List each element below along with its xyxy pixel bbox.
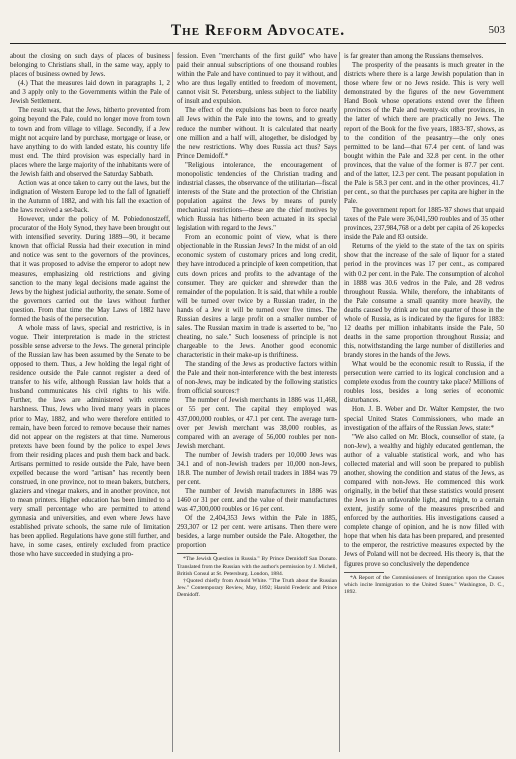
paragraph: What would be the economic result to Russia, if the persecution were carried to its logical conclusion and a complete exodus from the country take place? Millions of roubles loss, besides a long series of economic disturbances.	[344, 361, 504, 405]
footnotes	[344, 575, 504, 597]
text-column-2	[177, 52, 337, 752]
footnotes	[177, 556, 337, 599]
footnote: *A Report of the Commissioners of Immigration upon the Causes which incite Immigration to the United States." Washington, D. C., 1892.	[344, 574, 504, 595]
paragraph: The number of Jewish traders per 10,000 Jews was 34.1 and of non-Jewish traders per 10,000 non-Jews, 18.8. The number of Jewish retail traders in 1884 was 79 per cent.	[177, 451, 337, 486]
paragraph: From an economic point of view, what is there objectionable in the Russian Jews? In the midst of an old economic system of customary prices and long credit, they have introduced a principle of keen competition, that cuts down prices and profits to the advantage of the consumer. They are quicker and shrewder than the remainder of the population. It is said, that while a rouble will be turned over twice by a Russian trader, in the hands of a Jew it will be turned over five times. The Russian desires a large profit on a smaller number of sales. The Russian maxim in trade is asserted to be, "no cheating, no sale." Such looseness of principle is not chargeable to the Jews. Another good economic characteristic in their make-up is thriftiness.	[177, 234, 337, 360]
paragraph: The number of Jewish merchants in 1886 was 11,468, or 55 per cent. The capital they employed was 437,000,000 roubles, or 47.1 per cent. The average turn-over per Jewish merchant was 38,000 roubles, as compared with an average of 56,000 roubles per non-Jewish merchant.	[177, 397, 337, 450]
text-column-1	[10, 52, 170, 752]
paragraph: However, under the policy of M. Pobiedonostzeff, procurator of the Holy Synod, they have been brought out with intensified severity. During 1889—90, it became known that official Russia had their execution in mind and notice was sent to the governors of the provinces, that it was proposed to advise the emperor to adopt new measures, emphasizing old restrictions and giving sanction to the many legal decisions made against the Jews by the highest judicial authority, the senate. Some of the governors carried out the laws without further question. From that time the May Laws of 1882 have formed the basis of the persecution.	[10, 216, 170, 323]
text-column-3	[344, 52, 504, 752]
paragraph: Action was at once taken to carry out the laws, but the indignation of Western Europe led to the fall of Ignatieff in the Autumn of 1882, and with his fall the exaction of the laws received a set-back.	[10, 179, 170, 215]
column-divider	[172, 52, 173, 752]
footnote: †Quoted chiefly from Arnold White. "The Truth about the Russian Jew." Contemporary Review, May, 1892; Harold Frederic and Prince Demidoff.	[177, 578, 337, 599]
paragraph: "We also called on Mr. Block, counsellor of state, (a non-Jew), a wealthy and highly educated gentleman, the author of a valuable statistical work, and who has collected material and will soon be prepared to publish another, showing the condition and status of the Jews, as compared with non-Jews. He commenced this work originally, in the belief that these statistics would present the Jews in an unfavorable light, and might, to a certain extent, justify some of the measures prescribed and enforced by the authorities. His investigations caused a complete change of opinion, and he is now filled with hope that when his data has been prepared, and presented to the emperor, the restrictive measures expected by the Jews of Poland will not be decreed. His theory is, that the figures prove so conclusively the dependence	[344, 433, 504, 568]
running-title: The Reform Advocate.	[170, 22, 346, 39]
page-header	[0, 22, 516, 44]
paragraph: A whole mass of laws, special and restrictive, is in vogue. Their interpretation is made in the strictest possible sense adverse to the Jews. The general principle of the Russian law has been assumed by the Senate to be opposed to them. Thus, a Jew holding the legal right of residence outside the Pale cannot register a deed of transfer to his wife, although Russian law holds that a husband communicates his civil rights to his wife. Further, the laws are administered with extreme harshness. Thus, Jews who lived many years in places prior to May, 1882, and who were therefore entitled to remain, have been forced to remove because their names did not appear on the registers at that time. Numerous pretexts have been found by the police to expel Jews from their residing places and push them back and back. Artisans permitted to reside outside the Pale, have been expelled because the word "artisan" has recently been construed, in one province, not to mean bakers, butchers, glaziers and vinegar makers, and in another province, not to mean printers. Higher education has been limited to a very small percentage who are permitted to attend gymnasia and universities, and even where Jews have established private schools, the same rule of limitation has been applied. Regulations have gone still further, and have, in some cases, entirely excluded from practice those who have succeeded in studying a pro-	[10, 324, 170, 559]
footnote-rule	[344, 572, 384, 573]
paragraph: The prosperity of the peasants is much greater in the districts where there is a large Jewish population than in those where few or no Jews reside. This is very well demonstrated by the figures of the new Government Hand Book whose operations extend over the fifteen provinces of the Pale and twenty-six other provinces, in the latter of which there are practically no Jews. The report of the Book for the five years, 1883-'87, shows, as to the condition of the peasantry—the only ones permitted to be land—that 67.4 per cent. of land was bought within the Pale and 32.8 per cent. in the other provinces, that the value of the former is 87.7 per cent. and of the latter, 12.3 per cent. The peasant population in the Pale is 58.3 per cent. and in the other provinces, 41.7 per cent., so that the purchases per capita are higher in the Pale.	[344, 62, 504, 205]
header-rule	[10, 43, 506, 44]
paragraph: is far greater than among the Russians themselves.	[344, 53, 484, 60]
paragraph: The number of Jewish manufacturers in 1886 was 1460 or 31 per cent. and the value of their manufactures was 47,300,000 roubles or 16 per cent.	[177, 488, 337, 514]
paragraph: The effect of the expulsions has been to force nearly all Jews within the Pale into the towns, and to greatly reduce the number without. It is calculated that nearly one million and a half will, altogether, be dislodged by the new restrictions. Why does Russia act thus? Says Prince Demidoff.*	[177, 107, 337, 160]
paragraph: The standing of the Jews as productive factors within the Pale and their non-interference with the best interests of non-Jews, may be indicated by the following statistics from official sources:†	[177, 361, 337, 396]
footnote-rule	[177, 553, 217, 554]
paragraph: Of the 2,404,353 Jews within the Pale in 1885, 293,307 or 12 per cent. were artisans. Then there were besides, a large number outside the Pale. Altogether, the proportion	[177, 515, 337, 550]
paragraph: about the closing on such days of places of business belonging to Christians shall, in the same way, apply to places of business owned by Jews.	[10, 53, 170, 79]
column-divider	[339, 52, 340, 752]
paragraph: "Religious intolerance, the encouragement of monopolistic tendencies of the Christian trading and industrial classes, the observance of the utilitarian—fiscal interests of the State and the protection of the Christian population against the Jews by means of purely mechanical restrictions—these are the chief motives by which Russia has hitherto been actuated in its special legislation with regard to the Jews."	[177, 161, 337, 233]
footnote: *The Jewish Question in Russia." By Prince Demidoff San Donato. Translated from the Russian with the author's permission by J. Michell, British Consul at St. Petersburg. London, 1884.	[177, 556, 337, 577]
paragraph: fession. Even "merchants of the first guild" who have paid their annual subscriptions of one thousand roubles within the Pale and have continued to pay it without, and who are thus legally entitled to freedom of movement, cannot visit St. Petersburg, unless subject to the liability of insult and expulsion.	[177, 53, 337, 106]
paragraph: The government report for 1885-'87 shows that unpaid taxes of the Pale were 36,041,590 roubles and of 35 other provinces, 237,984,768 or a debt per capita of 26 kopecks inside the Pale and 83 outside.	[344, 207, 504, 242]
paragraph: The result was, that the Jews, hitherto prevented from going beyond the Pale, could no longer move from town to town and from village to village. Secondly, if a Jew might not acquire land by purchase, mortgage or lease, or have anything to do with landed estate, his country life must end. The third provision was especially hard in places where the large majority of the inhabitants were of the Jewish faith and observed the Saturday Sabbath.	[10, 107, 170, 178]
paragraph: Returns of the yield to the state of the tax on spirits show that the increase of the sale of liquor for a stated period in the provinces was 17 per cent., as compared with 0.2 per cent. in the Pale. The consumption of alcohol in 1888 was 30.6 vedros in the Pale, and 28 vedros throughout Russia. While, therefore, the inhabitants of the Pale consume a small quantity more heavily, the deaths caused by drink are but one quarter of those in the whole of Russia, as is indicated by the figures for 1883: 12 deaths per million inhabitants inside the Pale, 50 deaths in the same proportion throughout Russia; and this, notwithstanding the large number of distilleries and brandy stores in the hands of the Jews.	[344, 243, 504, 360]
page-number: 503	[488, 24, 505, 36]
paragraph: Hon. J. B. Weber and Dr. Walter Kempster, the two special United States Commissioners, who made an investigation of the affairs of the Russian Jews, state:*	[344, 406, 504, 432]
paragraph: (4.) That the measures laid down in paragraphs 1, 2 and 3 apply only to the Governments within the Pale of Jewish Settlement.	[10, 80, 170, 106]
